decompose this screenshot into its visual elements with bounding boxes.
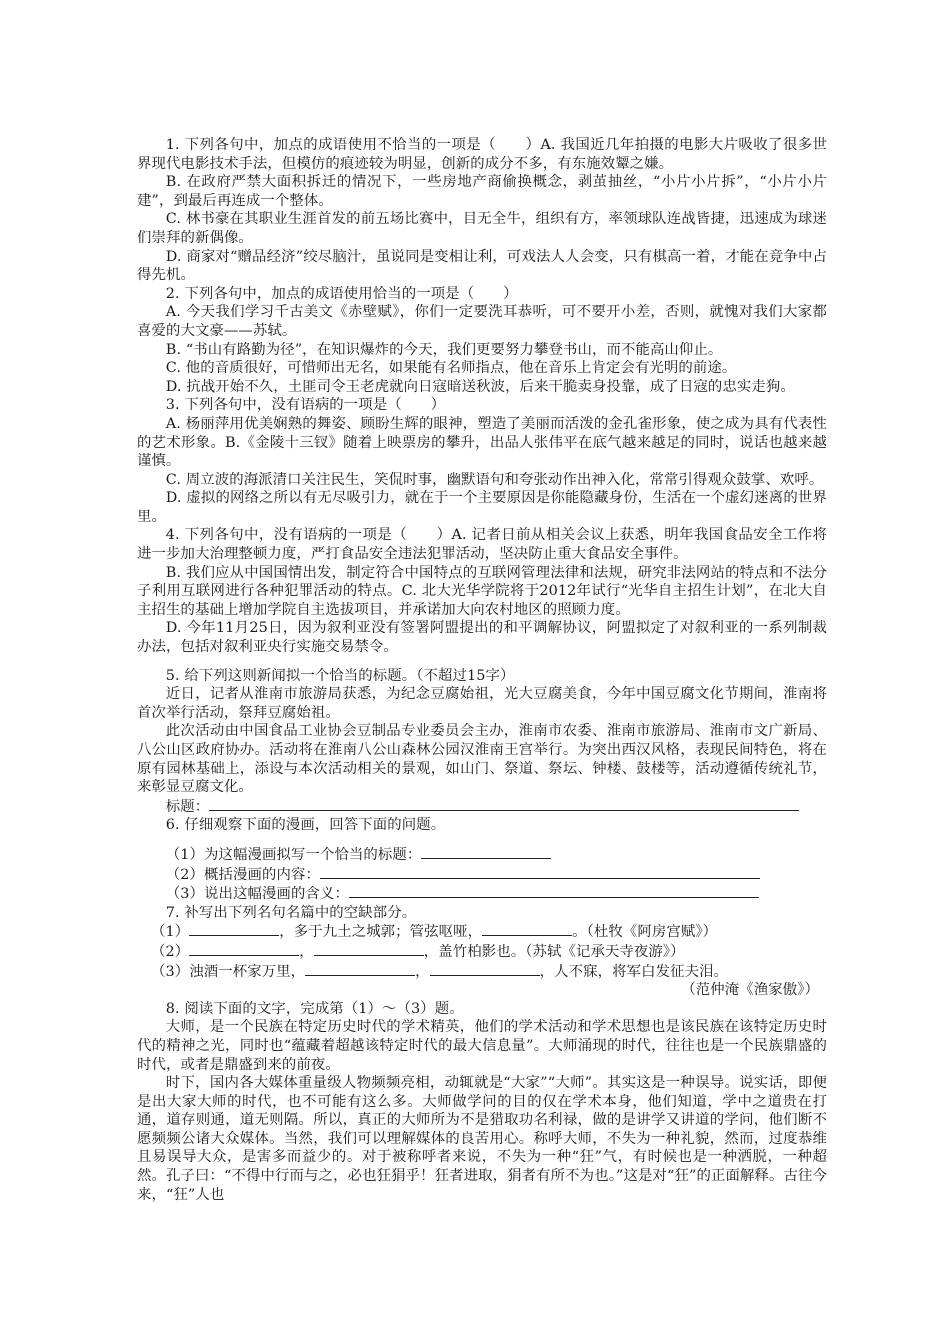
q7-blank-2[interactable]: [482, 922, 572, 936]
q6-sub-1-blank[interactable]: [421, 845, 551, 859]
q6-sub-2-label: （2）概括漫画的内容：: [165, 866, 320, 883]
q6-sub-3-blank[interactable]: [349, 884, 759, 898]
q1-stem: 1. 下列各句中，加点的成语使用不恰当的一项是（ ）A. 我国近几年拍摄的电影大片吸收了很多世界现代电影技术手法，但模仿的痕迹较为明显，创新的成分不多，有东施效颦之嫌。: [137, 137, 827, 172]
q7-line-1-text: ，多于九土之城郭；管弦呕哑，: [279, 924, 483, 941]
q2-option-d: D. 抗战开始不久，土匪司令王老虎就向日寇暗送秋波，后来干脆卖身投靠，成了日寇的忠实走狗。: [165, 378, 795, 395]
q6-sub-2-blank[interactable]: [320, 865, 760, 879]
q2-stem: 2. 下列各句中，加点的成语使用恰当的一项是（ ）: [165, 285, 518, 302]
q5-news-paragraph-2: 此次活动由中国食品工业协会豆制品专业委员会主办，淮南市农委、淮南市旅游局、淮南市文广新局、八公山区政府协办。活动将在淮南八公山森林公园汉淮南王宫举行。为突出西汉风格，表现民间特色，将在原有园林基础上，添设与本次活动相关的景观，如山门、祭道、祭坛、钟楼、鼓楼等，活动遵循传统礼节，来彰显豆腐文化。: [137, 723, 827, 796]
q5-title-blank[interactable]: [209, 797, 799, 811]
q7-line-3: [137, 962, 827, 982]
q5-title-label: 标题：: [165, 798, 210, 815]
q2-option-c: C. 他的音质很好，可惜师出无名，如果能有名师指点，他在音乐上肯定会有光明的前途。: [165, 360, 737, 377]
q7-line-3-comma: ，: [415, 963, 430, 980]
q7-line-2-text: ，盖竹柏影也。（苏轼《记承天寺夜游》）: [423, 943, 685, 960]
q7-line-3-text: （3）浊酒一杯家万里，: [151, 963, 306, 980]
q7-source: （范仲淹《渔家傲》）: [681, 982, 819, 999]
q8-paragraph-2: 时下，国内各大媒体重量级人物频频亮相，动辄就是“大家”“大师”。其实这是一种误导。说实话，即便是出大家大师的时代，也不可能有这么多。大师做学问的目的仅在学术本身，他们知道，学中之道贵在打通，道存则通，道无则隔。所以，真正的大师所为不是猎取功名利禄，做的是讲学又讲道的学问，他们断不愿频频公诸大众媒体。当然，我们可以理解媒体的良苦用心。称呼大师，不失为一种礼貌，然而，过度恭维且易误导大众，是害多而益少的。对于被称呼者来说，不失为一种“狂”气，有时候也是一种洒脱，一种超然。孔子曰：“不得中行而与之，必也狂狷乎！狂者进取，狷者有所不为也。”这是对“狂”的正面解释。古往今来，“狂”人也: [137, 1075, 827, 1203]
q7-line-2: [137, 942, 827, 962]
q8-stem: 8. 阅读下面的文字，完成第（1）～（3）题。: [165, 1000, 464, 1017]
q3-option-c: C. 周立波的海派清口关注民生，笑侃时事，幽默语句和夸张动作出神入化，常常引得观众鼓掌、欢呼。: [165, 471, 824, 488]
q6-sub-1: [137, 845, 827, 865]
q5-stem: 5. 给下列这则新闻拟一个恰当的标题。（不超过15字）: [165, 667, 515, 684]
q8-paragraph-1: 大师，是一个民族在特定历史时代的学术精英，他们的学术活动和学术思想也是该民族在该特定历史时代的精神之光，同时也“蕴藏着超越该特定时代的最大信息量”。大师涌现的时代，往往也是一个民族鼎盛的时代，或者是鼎盛到来的前夜。: [137, 1019, 827, 1073]
q7-line-1-source: 。（杜牧《阿房宫赋》）: [572, 924, 718, 941]
q1-option-d: D. 商家对“赠品经济”绞尽脑汁，虽说同是变相让利，可戏法人人会变，只有棋高一着，才能在竞争中占得先机。: [137, 248, 827, 284]
q7-line-3-tail: ，人不寐，将军白发征夫泪。: [539, 963, 729, 980]
q4-option-d: D. 今年11月25日，因为叙利亚没有签署阿盟提出的和平调解协议，阿盟拟定了对叙利亚的一系列制裁办法，包括对叙利亚央行实施交易禁令。: [137, 620, 827, 656]
q3-stem: 3. 下列各句中，没有语病的一项是（ ）: [165, 397, 446, 414]
q7-line-2-num: （2）: [151, 943, 190, 960]
q7-stem: 7. 补写出下列名句名篇中的空缺部分。: [165, 904, 417, 921]
q5-news-paragraph-1: 近日，记者从淮南市旅游局获悉，为纪念豆腐始祖，光大豆腐美食，今年中国豆腐文化节期间，淮南将首次举行活动，祭拜豆腐始祖。: [137, 686, 827, 721]
q4-option-b: B. 我们应从中国国情出发，制定符合中国特点的互联网管理法律和法规，研究非法网站的特点和不法分子利用互联网进行各种犯罪活动的特点。C. 北大光华学院将于2012年试行“光华自主招生计划”，在北大自主招生的基础上增加学院自主选拔项目，并承诺加大向农村地区的照顾力度。: [137, 564, 827, 618]
q6-stem: 6. 仔细观察下面的漫画，回答下面的问题。: [165, 817, 446, 834]
q3-option-a: A. 杨丽萍用优美娴熟的舞姿、顾盼生辉的眼神，塑造了美丽而活泼的金孔雀形象，使之成为具有代表性的艺术形象。B.《金陵十三钗》随着上映票房的攀升，出品人张伟平在底气越来越足的同时，说话也越来越谨慎。: [137, 415, 827, 470]
q7-blank-1[interactable]: [189, 922, 279, 936]
q7-line-1: [137, 922, 827, 942]
q7-line-2-comma: ，: [299, 943, 314, 960]
q6-sub-3-label: （3）说出这幅漫画的含义：: [165, 886, 349, 903]
q7-line-1-num: （1）: [151, 924, 190, 941]
q1-option-c: C. 林书豪在其职业生涯首发的前五场比赛中，目无全牛，组织有方，率领球队连战皆捷，迅速成为球迷们崇拜的新偶像。: [137, 211, 827, 246]
q6-sub-2: [137, 865, 827, 885]
spacer: [137, 835, 827, 845]
q3-option-d: D. 虚拟的网络之所以有无尽吸引力，就在于一个主要原因是你能隐藏身份，生活在一个虚幻迷离的世界里。: [137, 490, 827, 525]
q7-blank-3[interactable]: [189, 942, 299, 956]
spacer: [137, 657, 827, 667]
q7-blank-5[interactable]: [305, 962, 415, 976]
q6-sub-3: [137, 884, 827, 904]
q4-stem: 4. 下列各句中，没有语病的一项是（ ）A. 记者日前从相关会议上获悉，明年我国食品安全工作将进一步加大治理整顿力度，严打食品安全违法犯罪活动，坚决防止重大食品安全事件。: [137, 527, 827, 563]
q5-title-line: [137, 797, 827, 817]
q2-option-b: B. “书山有路勤为径”，在知识爆炸的今天，我们更要努力攀登书山，而不能高山仰止。: [165, 341, 723, 358]
q7-blank-6[interactable]: [430, 962, 540, 976]
q2-option-a: A. 今天我们学习千古美文《赤壁赋》，你们一定要洗耳恭听，可不要开小差，否则，就愧对我们大家都喜爱的大文豪——苏轼。: [137, 304, 827, 339]
q1-option-b: B. 在政府严禁大面积拆迁的情况下，一些房地产商偷换概念，剥茧抽丝，“小片小片拆”，“小片小片建”，到最后再连成一个整体。: [137, 174, 827, 209]
exam-content: [137, 136, 827, 1204]
q6-sub-1-label: （1）为这幅漫画拟写一个恰当的标题：: [165, 846, 422, 863]
q7-blank-4[interactable]: [314, 942, 424, 956]
